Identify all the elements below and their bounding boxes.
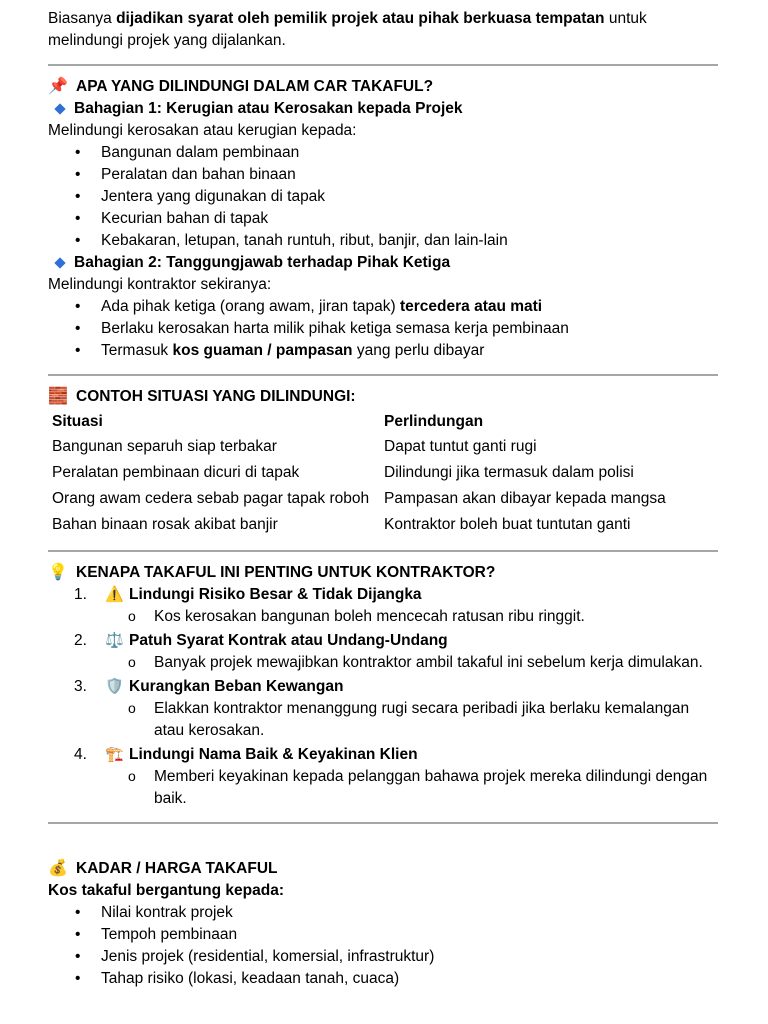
list-item: 2. ⚖️ Patuh Syarat Kontrak atau Undang-Undang o Banyak projek mewajibkan kontraktor ambil takaful ini sebelum kerja dimulakan.	[48, 630, 718, 674]
section-title-why: 💡 KENAPA TAKAFUL INI PENTING UNTUK KONTRAKTOR?	[48, 562, 718, 584]
table-cell: Dilindungi jika termasuk dalam polisi	[384, 464, 634, 481]
list-item: • Kecurian bahan di tapak	[48, 208, 718, 230]
sub-list-item: o Elakkan kontraktor menanggung rugi secara peribadi jika berlaku kemalangan atau kerosakan.	[105, 698, 718, 742]
money-bag-icon: 💰	[48, 860, 68, 877]
column-header-protection: Perlindungan	[384, 413, 484, 430]
sub-list-item: o Kos kerosakan bangunan boleh mencecah ratusan ribu ringgit.	[105, 606, 718, 628]
list-item: • Bangunan dalam pembinaan	[48, 142, 718, 164]
table-cell: Orang awam cedera sebab pagar tapak roboh	[52, 490, 370, 507]
table-cell: Kontraktor boleh buat tuntutan ganti	[384, 516, 631, 533]
list-item: • Kebakaran, letupan, tanah runtuh, ribut, banjir, dan lain-lain	[48, 230, 718, 252]
scales-icon: ⚖️	[105, 632, 124, 649]
sub-list-item: o Banyak projek mewajibkan kontraktor ambil takaful ini sebelum kerja dimulakan.	[105, 652, 718, 674]
list-item: 3. 🛡️ Kurangkan Beban Kewangan o Elakkan kontraktor menanggung rugi secara peribadi jika berlaku kemalangan atau kerosakan.	[48, 676, 718, 742]
list-item: 1. ⚠️ Lindungi Risiko Besar & Tidak Dijangka o Kos kerosakan bangunan boleh mencecah ratusan ribu ringgit.	[48, 584, 718, 628]
blue-diamond-icon	[54, 103, 65, 114]
warning-icon: ⚠️	[105, 586, 124, 603]
table-row	[48, 486, 670, 512]
brick-icon: 🧱	[48, 388, 68, 405]
divider	[48, 374, 718, 376]
part2-lead: Melindungi kontraktor sekiranya:	[48, 276, 272, 293]
list-item: • Peralatan dan bahan binaan	[48, 164, 718, 186]
divider	[48, 822, 718, 824]
sub-list-item: o Memberi keyakinan kepada pelanggan bahawa projek mereka dilindungi dengan baik.	[105, 766, 718, 810]
table-cell: Bangunan separuh siap terbakar	[52, 438, 277, 455]
part1-lead: Melindungi kerosakan atau kerugian kepada:	[48, 122, 357, 139]
reasons-list	[48, 584, 718, 810]
part1-list	[48, 142, 718, 252]
section-title-protected: 📌 APA YANG DILINDUNGI DALAM CAR TAKAFUL?	[48, 76, 718, 98]
list-item: • Jenis projek (residential, komersial, infrastruktur)	[48, 946, 718, 968]
price-factors-list	[48, 902, 718, 990]
shield-icon: 🛡️	[105, 678, 124, 695]
list-item: • Ada pihak ketiga (orang awam, jiran tapak) tercedera atau mati	[48, 296, 718, 318]
list-item: • Tahap risiko (lokasi, keadaan tanah, cuaca)	[48, 968, 718, 990]
divider	[48, 64, 718, 66]
list-item: • Berlaku kerosakan harta milik pihak ketiga semasa kerja pembinaan	[48, 318, 718, 340]
table-row	[48, 434, 670, 460]
lightbulb-icon: 💡	[48, 564, 68, 581]
table-row	[48, 460, 670, 486]
list-item: • Termasuk kos guaman / pampasan yang perlu dibayar	[48, 340, 718, 362]
table-cell: Peralatan pembinaan dicuri di tapak	[52, 464, 300, 481]
part2-list	[48, 296, 718, 362]
table-header-row	[48, 410, 670, 434]
table-cell: Bahan binaan rosak akibat banjir	[52, 516, 278, 533]
section-title-examples: 🧱 CONTOH SITUASI YANG DILINDUNGI:	[48, 386, 718, 408]
table-cell: Pampasan akan dibayar kepada mangsa	[384, 490, 666, 507]
column-header-situation: Situasi	[52, 413, 103, 430]
list-item: • Jentera yang digunakan di tapak	[48, 186, 718, 208]
situations-table	[48, 410, 670, 538]
list-item: 4. 🏗️ Lindungi Nama Baik & Keyakinan Klien o Memberi keyakinan kepada pelanggan bahawa projek mereka dilindungi dengan baik.	[48, 744, 718, 810]
list-item: • Nilai kontrak projek	[48, 902, 718, 924]
part2-heading: Bahagian 2: Tanggungjawab terhadap Pihak Ketiga	[48, 252, 718, 274]
part1-heading: Bahagian 1: Kerugian atau Kerosakan kepada Projek	[48, 98, 718, 120]
pushpin-icon: 📌	[48, 78, 68, 95]
intro-paragraph: Biasanya dijadikan syarat oleh pemilik projek atau pihak berkuasa tempatan untuk melindungi projek yang dijalankan.	[48, 10, 647, 49]
table-cell: Dapat tuntut ganti rugi	[384, 438, 537, 455]
document-page	[48, 8, 718, 990]
price-lead: Kos takaful bergantung kepada:	[48, 882, 284, 899]
blue-diamond-icon	[54, 257, 65, 268]
table-row	[48, 512, 670, 538]
crane-icon: 🏗️	[105, 746, 124, 763]
section-title-price: 💰 KADAR / HARGA TAKAFUL	[48, 858, 718, 880]
divider	[48, 550, 718, 552]
list-item: • Tempoh pembinaan	[48, 924, 718, 946]
